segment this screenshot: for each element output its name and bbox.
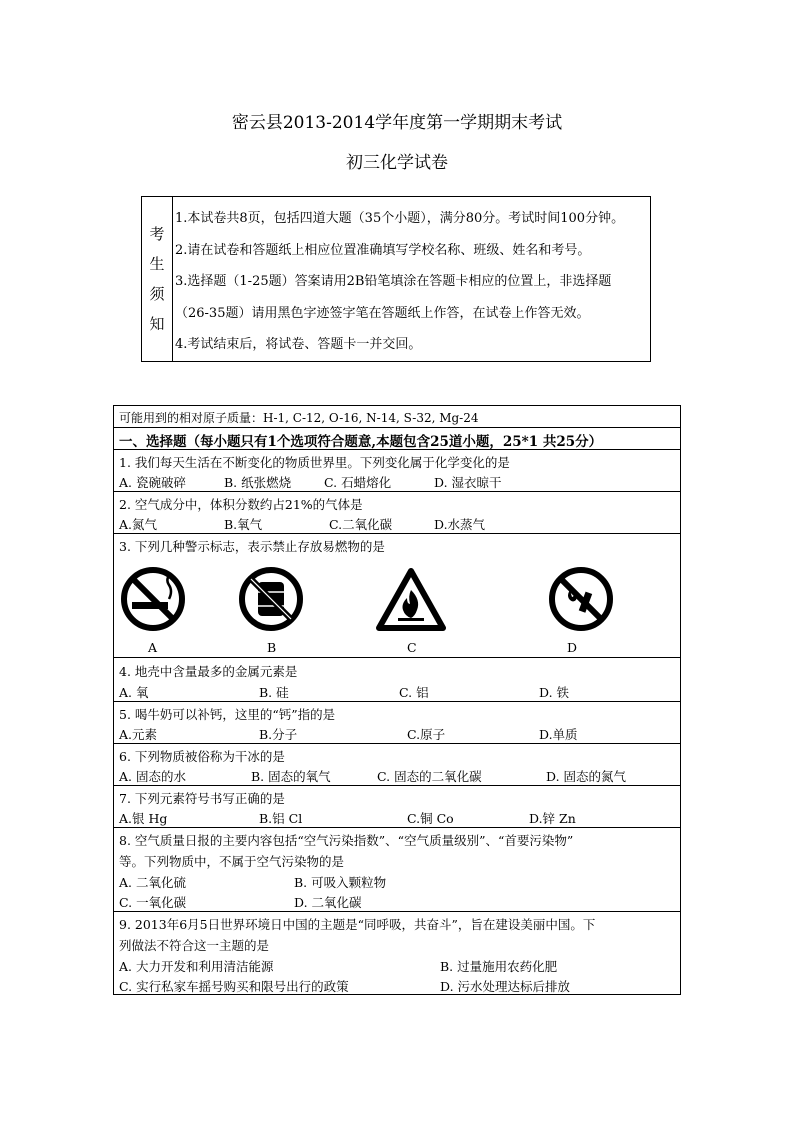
notice-side-char: 知	[149, 315, 165, 333]
flammable-warning-icon	[376, 568, 446, 632]
option-d: D.单质	[539, 727, 578, 742]
exam-title: 密云县2013-2014学年度第一学期期末考试	[231, 113, 563, 133]
option-a: A.氮气	[119, 517, 158, 532]
question-8	[114, 828, 680, 912]
atomic-mass-row	[114, 406, 680, 428]
option-c: C	[407, 640, 417, 655]
question-9	[114, 912, 680, 996]
option-b: B.铝 Cl	[259, 811, 303, 826]
option-d: D. 固态的氮气	[546, 769, 627, 784]
option-b: B. 可吸入颗粒物	[294, 875, 387, 890]
option-d: D. 污水处理达标后排放	[440, 979, 571, 994]
option-d: D.锌 Zn	[529, 811, 576, 826]
option-c: C. 一氧化碳	[119, 895, 187, 910]
candidate-notice-box	[141, 196, 651, 362]
option-a: A. 固态的水	[119, 769, 186, 784]
option-b: B. 过量施用农药化肥	[440, 959, 558, 974]
notice-side-label	[142, 197, 173, 361]
notice-body	[173, 197, 650, 361]
option-a: A. 大力开发和利用清洁能源	[119, 959, 274, 974]
question-6	[114, 744, 680, 786]
notice-line: 1.本试卷共8页，包括四道大题（35个小题），满分80分。考试时间100分钟。	[175, 211, 625, 226]
exam-subtitle: 初三化学试卷	[346, 153, 448, 173]
question-stem: 9. 2013年6月5日世界环境日中国的主题是“同呼吸，共奋斗”，旨在建设美丽中国。下	[119, 917, 596, 932]
notice-side-char: 考	[149, 225, 165, 243]
question-3	[114, 534, 680, 658]
option-a: A	[148, 640, 158, 655]
option-c: C. 铝	[399, 685, 429, 700]
question-stem-cont: 列做法不符合这一主题的是	[119, 938, 270, 953]
atomic-mass-text: 可能用到的相对原子质量：H-1, C-12, O-16, N-14, S-32, Mg-24	[119, 411, 479, 425]
question-stem-cont: 等。下列物质中，不属于空气污染物的是	[119, 854, 345, 869]
question-stem: 5. 喝牛奶可以补钙，这里的“钙”指的是	[119, 707, 336, 722]
option-c: C. 固态的二氧化碳	[377, 769, 482, 784]
question-5	[114, 702, 680, 744]
option-d: D. 二氧化碳	[294, 895, 362, 910]
option-a: A. 二氧化硫	[119, 875, 186, 890]
option-c: C. 石蜡熔化	[324, 475, 392, 490]
question-stem: 8. 空气质量日报的主要内容包括“空气污染指数”、“空气质量级别”、“首要污染物”	[119, 833, 574, 848]
question-1	[114, 450, 680, 492]
question-table	[113, 405, 681, 995]
option-a: A. 瓷碗破碎	[119, 475, 186, 490]
option-a: A. 氧	[119, 685, 149, 700]
option-c: C.原子	[407, 727, 446, 742]
section-header-row	[114, 428, 680, 450]
question-7	[114, 786, 680, 828]
option-a: A.元素	[119, 727, 158, 742]
option-d: D. 铁	[539, 685, 570, 700]
option-c: C.二氧化碳	[329, 517, 393, 532]
question-stem: 4. 地壳中含量最多的金属元素是	[119, 664, 298, 679]
question-2	[114, 492, 680, 534]
no-smoking-icon	[120, 566, 186, 632]
option-b: B. 固态的氧气	[251, 769, 331, 784]
no-open-flame-icon	[548, 566, 614, 632]
no-flammable-storage-icon	[238, 566, 304, 632]
option-d: D.水蒸气	[434, 517, 486, 532]
option-c: C. 实行私家车摇号购买和限号出行的政策	[119, 979, 349, 994]
option-b: B.分子	[259, 727, 298, 742]
section-title: 一、选择题（每小题只有1个选项符合题意,本题包含25道小题，25*1 共25分）	[119, 434, 603, 450]
question-stem: 7. 下列元素符号书写正确的是	[119, 791, 285, 806]
question-stem: 3. 下列几种警示标志，表示禁止存放易燃物的是	[119, 539, 385, 554]
option-c: C.铜 Co	[407, 811, 454, 826]
option-d: D	[567, 640, 578, 655]
question-stem: 6. 下列物质被俗称为干冰的是	[119, 749, 285, 764]
notice-line: 2.请在试卷和答题纸上相应位置准确填写学校名称、班级、姓名和考号。	[175, 242, 591, 258]
notice-line: 4.考试结束后，将试卷、答题卡一并交回。	[175, 337, 422, 352]
option-b: B	[267, 640, 277, 655]
notice-side-char: 须	[149, 285, 165, 303]
question-stem: 2. 空气成分中，体积分数约占21%的气体是	[119, 497, 363, 512]
option-b: B.氧气	[224, 517, 263, 532]
notice-line: 3.选择题（1-25题）答案请用2B铅笔填涂在答题卡相应的位置上，非选择题	[175, 274, 612, 289]
option-a: A.银 Hg	[119, 811, 168, 826]
notice-side-char: 生	[149, 255, 165, 273]
notice-line: （26-35题）请用黑色字迹签字笔在答题纸上作答，在试卷上作答无效。	[175, 305, 590, 321]
option-b: B. 硅	[259, 685, 289, 700]
question-stem: 1. 我们每天生活在不断变化的物质世界里。下列变化属于化学变化的是	[119, 455, 510, 470]
question-4	[114, 658, 680, 702]
option-b: B. 纸张燃烧	[224, 475, 292, 490]
option-d: D. 湿衣晾干	[434, 475, 502, 490]
